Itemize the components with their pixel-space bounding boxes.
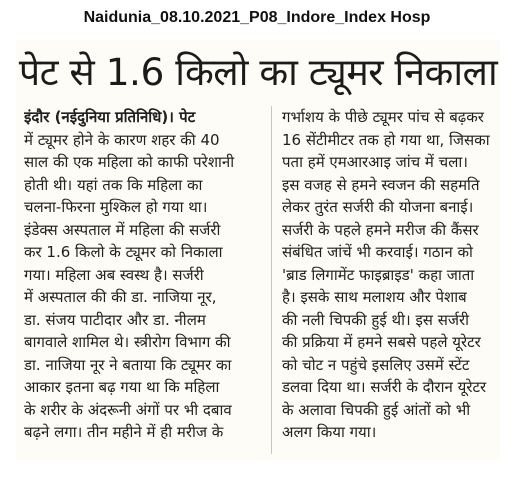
column-line: की नली चिपकी हुई थी। इस सर्जरी	[282, 310, 470, 329]
column-line: गया। महिला अब स्वस्थ है। सर्जरी	[24, 265, 204, 284]
column-line: है। इसके साथ मलाशय और पेशाब	[282, 288, 467, 306]
column-line: सर्जरी के पहले हमने मरीज की कैंसर	[282, 220, 479, 239]
column-line: को चोट न पहुंचे इसलिए उसमें स्टेंट	[282, 355, 470, 374]
column-line: 16 सेंटीमीटर तक हो गया था, जिसका	[282, 130, 490, 149]
column-line: 'ब्राड लिगामेंट फाइब्राइड' कहा जाता	[282, 265, 475, 284]
column-divider	[271, 106, 272, 454]
article-column-left	[24, 106, 262, 444]
column-line: इस वजह से हमने स्वजन की सहमति	[282, 175, 480, 194]
clipping-caption: Naidunia_08.10.2021_P08_Indore_Index Hosp	[83, 9, 431, 26]
column-line: गर्भाशय के पीछे ट्यूमर पांच से बढ़कर	[282, 108, 484, 126]
column-line: आकार इतना बढ़ गया था कि महिला	[24, 378, 220, 396]
column-line: इंदौर (नईदुनिया प्रतिनिधि)। पेट	[24, 108, 196, 126]
column-line: बढ़ने लगा। तीन महीने में ही मरीज के	[24, 423, 224, 441]
column-line: बागवाले शामिल थे। स्त्रीरोग विभाग की	[24, 333, 231, 351]
column-line: में अस्पताल की की डा. नाजिया नूर,	[24, 288, 217, 306]
column-line: डलवा दिया था। सर्जरी के दौरान यूरेटर	[282, 378, 487, 396]
column-line: के शरीर के अंदरूनी अंगों पर भी दबाव	[24, 400, 232, 419]
column-line: डा. संजय पाटीदार और डा. नीलम	[24, 310, 206, 329]
column-line: में ट्यूमर होने के कारण शहर की 40	[24, 130, 220, 149]
column-line: अलग किया गया।	[282, 423, 377, 441]
article-column-right	[282, 106, 492, 444]
column-line: इंडेक्स अस्पताल में महिला की सर्जरी	[24, 220, 221, 239]
column-line: कर 1.6 किलो के ट्यूमर को निकाला	[24, 243, 223, 261]
column-line: डा. नाजिया नूर ने बताया कि ट्यूमर का	[24, 355, 232, 374]
column-line: पता हमें एमआरआइ जांच में चला।	[282, 153, 468, 171]
column-line: साल की एक महिला को काफी परेशानी	[24, 153, 235, 171]
newspaper-clipping	[16, 40, 500, 460]
column-line: लेकर तुरंत सर्जरी की योजना बनाई।	[282, 198, 474, 216]
column-line: संबंधित जांचें भी करवाई। गठान को	[282, 243, 473, 261]
column-line: चलना-फिरना मुश्किल हो गया था।	[24, 198, 208, 216]
column-line: के अलावा चिपकी हुई आंतों को भी	[282, 400, 471, 419]
column-line: की प्रक्रिया में हमने सबसे पहले यूरेटर	[282, 333, 481, 351]
headline: पेट से 1.6 किलो का ट्यूमर निकाला	[18, 50, 498, 94]
column-line: होती थी। यहां तक कि महिला का	[24, 175, 203, 194]
